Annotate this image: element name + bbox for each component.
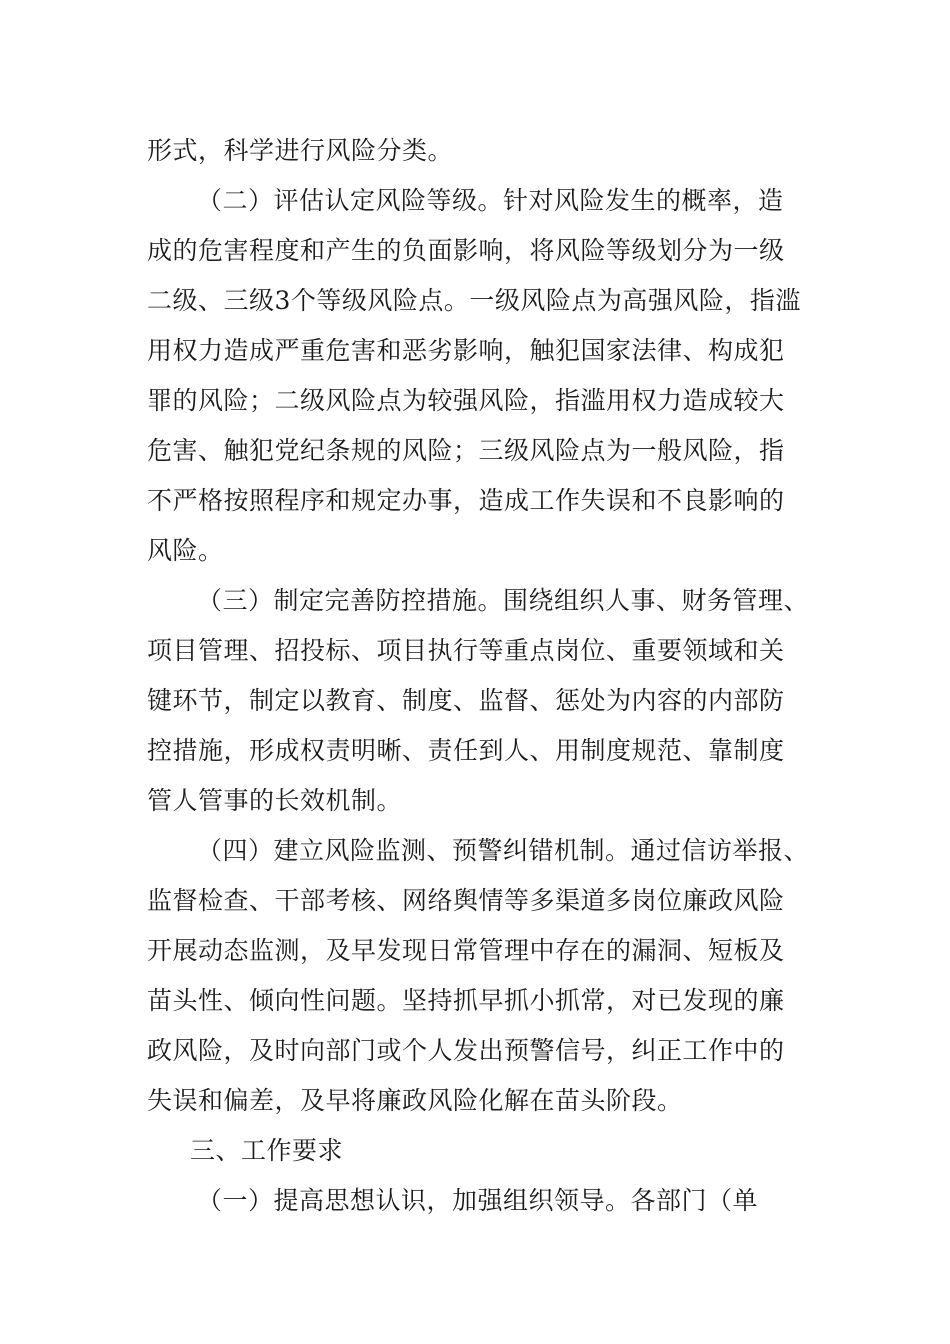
text-line-4: 二级、三级3个等级风险点。一级风险点为高强风险，指滥	[147, 286, 801, 315]
text-line-6: 罪的风险；二级风险点为较强风险，指滥用权力造成较大	[147, 386, 785, 415]
text-line-14: 管人管事的长效机制。	[147, 786, 403, 815]
text-line-10: （三）制定完善防控措施。围绕组织人事、财务管理、	[197, 586, 810, 615]
text-line-11: 项目管理、招投标、项目执行等重点岗位、重要领域和关	[147, 636, 785, 665]
text-line-13: 控措施，形成权责明晰、责任到人、用制度规范、靠制度	[147, 736, 785, 765]
text-line-5: 用权力造成严重危害和恶劣影响，触犯国家法律、构成犯	[147, 336, 785, 365]
text-line-9: 风险。	[147, 536, 224, 565]
text-line-18: 苗头性、倾向性问题。坚持抓早抓小抓常，对已发现的廉	[147, 986, 785, 1015]
text-line-22: （一）提高思想认识，加强组织领导。各部门（单	[197, 1186, 759, 1215]
text-line-1: 形式，科学进行风险分类。	[147, 136, 454, 165]
text-line-7: 危害、触犯党纪条规的风险；三级风险点为一般风险，指	[147, 436, 785, 465]
text-line-8: 不严格按照程序和规定办事，造成工作失误和不良影响的	[147, 486, 785, 515]
section-heading: 三、工作要求	[190, 1136, 344, 1165]
text-line-20: 失误和偏差，及早将廉政风险化解在苗头阶段。	[147, 1086, 683, 1115]
text-line-16: 监督检查、干部考核、网络舆情等多渠道多岗位廉政风险	[147, 886, 785, 915]
text-line-3: 成的危害程度和产生的负面影响，将风险等级划分为一级	[147, 236, 785, 265]
text-line-19: 政风险，及时向部门或个人发出预警信号，纠正工作中的	[147, 1036, 785, 1065]
text-line-17: 开展动态监测，及早发现日常管理中存在的漏洞、短板及	[147, 936, 785, 965]
text-line-15: （四）建立风险监测、预警纠错机制。通过信访举报、	[197, 836, 810, 865]
text-line-12: 键环节，制定以教育、制度、监督、惩处为内容的内部防	[147, 686, 785, 715]
text-line-2: （二）评估认定风险等级。针对风险发生的概率，造	[197, 186, 784, 215]
